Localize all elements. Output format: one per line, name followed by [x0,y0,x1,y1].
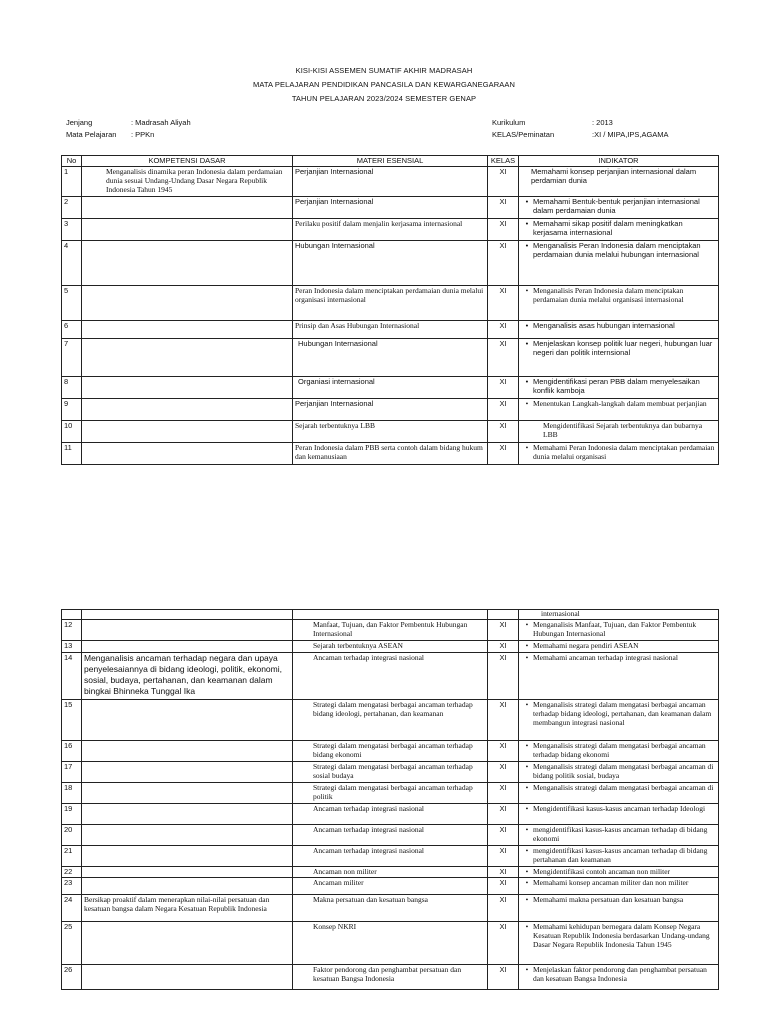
bullet-icon: • [525,965,529,974]
bullet-icon: • [525,895,529,904]
indikator-text: Memahami sikap positif dalam meningkatkan kerjasama internasional [533,219,683,237]
row-kelas: XI [488,867,519,878]
row-materi-esensial: Strategi dalam mengatasi berbagai ancaman terhadap politik [293,783,488,804]
kurikulum-label: Kurikulum [492,118,526,127]
row-indikator [519,286,719,321]
row-kelas: XI [488,895,519,922]
jenjang-value: : Madrasah Aliyah [131,118,191,127]
table-row [62,167,719,197]
table-row [62,867,719,878]
row-materi-esensial: Hubungan Internasional [293,339,488,377]
bullet-icon: • [525,399,529,408]
row-indikator [519,421,719,443]
indikator-text: Mengidentifikasi contoh ancaman non militer [533,867,671,876]
row-kompetensi-dasar: Bersikap proaktif dalam menerapkan nilai-nilai persatuan dan kesatuan bangsa dalam Negara Kesatuan Republik Indonesia [82,895,293,922]
row-indikator [519,653,719,700]
row-indikator [519,922,719,965]
indikator-continuation: internasional [519,610,719,620]
row-kelas: XI [488,377,519,399]
row-indikator [519,620,719,641]
indikator-text: Memahami ancaman terhadap integrasi nasional [533,653,678,662]
row-kelas: XI [488,241,519,286]
row-materi-esensial: Peran Indonesia dalam PBB serta contoh dalam bidang hukum dan kemanusiaan [293,443,488,465]
row-no: 24 [62,895,82,922]
indikator-text: Menjelaskan konsep politik luar negeri, hubungan luar negeri dan politik internsional [533,339,713,357]
row-kompetensi-dasar [82,377,293,399]
row-kompetensi-dasar [82,443,293,465]
row-indikator [519,762,719,783]
row-kelas: XI [488,825,519,846]
row-kompetensi-dasar [82,804,293,825]
bullet-icon: • [525,219,529,228]
row-kelas: XI [488,620,519,641]
row-materi-esensial: Strategi dalam mengatasi berbagai ancaman terhadap bidang ekonomi [293,741,488,762]
table-row [62,653,719,700]
row-materi-esensial: Strategi dalam mengatasi berbagai ancaman terhadap bidang ideologi, pertahanan, dan keamanan [293,700,488,741]
table-row [62,321,719,339]
col-header-materi: MATERI ESENSIAL [293,156,488,167]
table-row [62,878,719,895]
row-kompetensi-dasar [82,339,293,377]
row-materi-esensial: Strategi dalam mengatasi berbagai ancaman terhadap sosial budaya [293,762,488,783]
col-header-kelas: KELAS [488,156,519,167]
bullet-icon: • [525,339,529,348]
row-indikator [519,895,719,922]
row-indikator [519,846,719,867]
row-kelas: XI [488,804,519,825]
row-kompetensi-dasar [82,878,293,895]
doc-title-line2: MATA PELAJARAN PENDIDIKAN PANCASILA DAN KEWARGANEGARAAN [253,80,515,89]
row-no: 19 [62,804,82,825]
indikator-text: Mengidentifikasi peran PBB dalam menyelesaikan konflik kamboja [533,377,700,395]
row-indikator [519,443,719,465]
row-indikator [519,339,719,377]
bullet-icon: • [525,825,529,834]
row-materi-esensial: Hubungan Internasional [293,241,488,286]
row-no: 25 [62,922,82,965]
row-indikator [519,377,719,399]
table-row [62,197,719,219]
table-row [62,700,719,741]
bullet-icon: • [525,620,529,629]
row-no: 17 [62,762,82,783]
bullet-icon: • [525,922,529,931]
row-kelas: XI [488,762,519,783]
bullet-icon: • [525,762,529,771]
bullet-icon: • [525,641,529,650]
indikator-text: Menganalisis Peran Indonesia dalam menciptakan perdamaian dunia melalui hubungan internasional [533,241,701,259]
row-kompetensi-dasar [82,741,293,762]
row-kelas: XI [488,741,519,762]
mapel-label: Mata Pelajaran [66,130,117,139]
row-materi-esensial: Ancaman terhadap integrasi nasional [293,846,488,867]
row-no: 22 [62,867,82,878]
row-indikator [519,878,719,895]
kisi-table-2 [61,609,719,990]
table-row [62,421,719,443]
table-row [62,804,719,825]
bullet-icon: • [525,286,529,295]
row-kompetensi-dasar [82,241,293,286]
table-row [62,443,719,465]
row-kompetensi-dasar [82,922,293,965]
row-kelas: XI [488,421,519,443]
row-kelas: XI [488,783,519,804]
row-no: 21 [62,846,82,867]
row-no: 9 [62,399,82,421]
doc-title-line3: TAHUN PELAJARAN 2023/2024 SEMESTER GENAP [291,94,477,103]
row-kompetensi-dasar [82,641,293,653]
row-kelas: XI [488,965,519,990]
row-kelas: XI [488,641,519,653]
row-materi-esensial: Organiasi internasional [293,377,488,399]
indikator-text: Menganalisis Peran Indonesia dalam menciptakan perdamaian dunia melalui organisasi internasional [533,286,684,304]
row-no: 11 [62,443,82,465]
row-no: 14 [62,653,82,700]
row-kelas: XI [488,219,519,241]
row-indikator [519,783,719,804]
row-kompetensi-dasar [82,197,293,219]
table-row [62,741,719,762]
row-materi-esensial: Ancaman terhadap integrasi nasional [293,825,488,846]
table-row [62,219,719,241]
bullet-icon: • [525,741,529,750]
table-row [62,286,719,321]
col-header-kd: KOMPETENSI DASAR [82,156,293,167]
indikator-text: Memahami negara pendiri ASEAN [533,641,639,650]
row-kompetensi-dasar [82,286,293,321]
row-no: 12 [62,620,82,641]
table-row [62,895,719,922]
kurikulum-value: : 2013 [592,118,613,127]
row-indikator [519,241,719,286]
table-row [62,965,719,990]
row-kelas: XI [488,286,519,321]
table-row [62,825,719,846]
table-row [62,339,719,377]
row-no: 5 [62,286,82,321]
kisi-table-1 [61,155,719,465]
bullet-icon: • [525,783,529,792]
bullet-icon: • [525,377,529,386]
row-materi-esensial: Sejarah terbentuknya ASEAN [293,641,488,653]
row-indikator [519,700,719,741]
bullet-icon: • [525,653,529,662]
table-row [62,399,719,421]
row-kompetensi-dasar [82,965,293,990]
table-row [62,783,719,804]
table-row [62,762,719,783]
bullet-icon: • [525,241,529,250]
row-kelas: XI [488,846,519,867]
row-no: 2 [62,197,82,219]
row-indikator [519,321,719,339]
indikator-text: Memahami konsep perjanjian internasional dalam perdamian dunia [531,167,697,185]
indikator-text: Menganalisis strategi dalam mengatasi berbagai ancaman di [533,783,714,792]
row-kompetensi-dasar: Menganalisis ancaman terhadap negara dan upaya penyelesaiannya di bidang ideologi, politik, ekonomi, sosial, budaya, pertahanan, dan keamanan dalam bingkai Bhinneka Tunggal Ika [82,653,293,700]
row-kompetensi-dasar [82,421,293,443]
row-materi-esensial: Perjanjian Internasional [293,399,488,421]
col-header-no: No [62,156,82,167]
row-indikator [519,825,719,846]
row-materi-esensial: Konsep NKRI [293,922,488,965]
row-materi-esensial: Ancaman non militer [293,867,488,878]
indikator-text: Memahami kehidupan bernegara dalam Konsep Negara Kesatuan Republik Indonesia berdasarkan Undang-undang Dasar Negara Republik Indonesia Tahun 1945 [533,922,710,949]
col-header-indikator: INDIKATOR [519,156,719,167]
row-indikator [519,867,719,878]
row-kompetensi-dasar [82,700,293,741]
row-materi-esensial: Manfaat, Tujuan, dan Faktor Pembentuk Hubungan Internasional [293,620,488,641]
indikator-text: Memahami Peran Indonesia dalam menciptakan perdamaian dunia melalui organisasi [533,443,715,461]
indikator-text: Memahami Bentuk-bentuk perjanjian internasional dalam perdamaian dunia [533,197,700,215]
row-kelas: XI [488,443,519,465]
bullet-icon: • [525,846,529,855]
row-kelas: XI [488,321,519,339]
table-row-continuation [62,610,719,620]
row-no: 18 [62,783,82,804]
row-materi-esensial: Ancaman terhadap integrasi nasional [293,653,488,700]
row-no: 16 [62,741,82,762]
row-kelas: XI [488,339,519,377]
row-materi-esensial: Perilaku positif dalam menjalin kerjasama internasional [293,219,488,241]
bullet-icon: • [525,867,529,876]
indikator-text: Menjelaskan faktor pendorong dan penghambat persatuan dan kesatuan Bangsa Indonesia [533,965,707,983]
table-header-row [62,156,719,167]
row-indikator [519,167,719,197]
row-no: 3 [62,219,82,241]
bullet-icon: • [525,443,529,452]
row-kelas: XI [488,399,519,421]
row-kompetensi-dasar [82,219,293,241]
row-materi-esensial: Faktor pendorong dan penghambat persatuan dan kesatuan Bangsa Indonesia [293,965,488,990]
row-materi-esensial: Peran Indonesia dalam menciptakan perdamaian dunia melalui organisasi internasional [293,286,488,321]
indikator-text: Menganalisis strategi dalam mengatasi berbagai ancaman terhadap bidang ekonomi [533,741,706,759]
indikator-text: Mengidentifikasi Sejarah terbentuknya dan bubarnya LBB [543,421,703,439]
row-kelas: XI [488,197,519,219]
row-kompetensi-dasar [82,321,293,339]
row-kelas: XI [488,700,519,741]
row-no: 13 [62,641,82,653]
row-indikator [519,399,719,421]
row-no: 26 [62,965,82,990]
row-materi-esensial: Sejarah terbentuknya LBB [293,421,488,443]
row-kompetensi-dasar [82,620,293,641]
row-kelas: XI [488,167,519,197]
row-kompetensi-dasar [82,762,293,783]
row-kelas: XI [488,878,519,895]
indikator-text: Menentukan Langkah-langkah dalam membuat perjanjian [533,399,707,408]
doc-title-line1: KISI-KISI ASSEMEN SUMATIF AKHIR MADRASAH [295,66,473,75]
indikator-text: Menganalisis asas hubungan internasional [533,321,675,330]
row-materi-esensial: Makna persatuan dan kesatuan bangsa [293,895,488,922]
table-row [62,241,719,286]
row-kompetensi-dasar [82,846,293,867]
indikator-text: Menganalisis Manfaat, Tujuan, dan Faktor Pembentuk Hubungan Internasional [533,620,697,638]
mapel-value: : PPKn [131,130,155,139]
bullet-icon: • [525,878,529,887]
row-kompetensi-dasar: Menganalisis dinamika peran Indonesia dalam perdamaian dunia sesuai Undang-Undang Dasar Negara Republik Indonesia Tahun 1945 [82,167,293,197]
row-no: 1 [62,167,82,197]
indikator-text: Menganalisis strategi dalam mengatasi berbagai ancaman terhadap bidang ideologi, pertahanan, dan keamanan dalam membangun integrasi nasional [533,700,712,727]
row-no: 7 [62,339,82,377]
table-row [62,846,719,867]
row-no: 15 [62,700,82,741]
table-row [62,922,719,965]
bullet-icon: • [525,700,529,709]
row-no: 10 [62,421,82,443]
row-kompetensi-dasar [82,825,293,846]
row-indikator [519,804,719,825]
row-kompetensi-dasar [82,399,293,421]
row-no: 4 [62,241,82,286]
row-indikator [519,197,719,219]
row-kompetensi-dasar [82,867,293,878]
indikator-text: Memahami makna persatuan dan kesatuan bangsa [533,895,684,904]
row-indikator [519,219,719,241]
indikator-text: Memahami konsep ancaman militer dan non militer [533,878,689,887]
indikator-text: Mengidentifikasi kasus-kasus ancaman terhadap Ideologi [533,804,706,813]
indikator-text: mengidentifikasi kasus-kasus ancaman terhadap di bidang pertahanan dan keamanan [533,846,708,864]
bullet-icon: • [525,804,529,813]
row-materi-esensial: Perjanjian Internasional [293,197,488,219]
row-kompetensi-dasar [82,783,293,804]
table-row [62,620,719,641]
indikator-text: mengidentifikasi kasus-kasus ancaman terhadap di bidang ekonomi [533,825,708,843]
bullet-icon: • [525,321,529,330]
row-materi-esensial: Perjanjian Internasional [293,167,488,197]
row-materi-esensial: Ancaman terhadap integrasi nasional [293,804,488,825]
table-row [62,641,719,653]
jenjang-label: Jenjang [66,118,93,127]
indikator-text: Menganalisis strategi dalam mengatasi berbagai ancaman di bidang politik sosial, budaya [533,762,714,780]
row-materi-esensial: Prinsip dan Asas Hubungan Internasional [293,321,488,339]
kelas-label: KELAS/Peminatan [492,130,555,139]
row-no: 20 [62,825,82,846]
row-no: 6 [62,321,82,339]
row-no: 23 [62,878,82,895]
row-indikator [519,965,719,990]
kelas-value: :XI / MIPA,IPS,AGAMA [592,130,669,139]
row-kelas: XI [488,922,519,965]
row-no: 8 [62,377,82,399]
row-kelas: XI [488,653,519,700]
row-indikator [519,641,719,653]
row-indikator [519,741,719,762]
bullet-icon: • [525,197,529,206]
table-row [62,377,719,399]
row-materi-esensial: Ancaman militer [293,878,488,895]
